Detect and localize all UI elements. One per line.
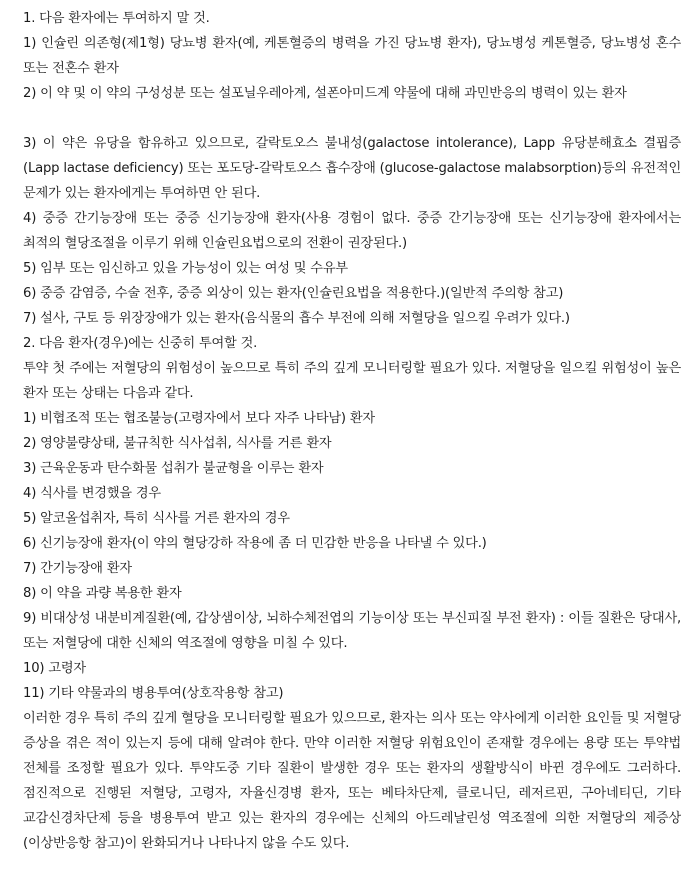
- section2-item-2: 2) 영양불량상태, 불규칙한 식사섭취, 식사를 거른 환자: [23, 436, 332, 451]
- section2-item-4: 4) 식사를 변경했을 경우: [23, 486, 161, 501]
- section2-item-3: 3) 근육운동과 탄수화물 섭취가 불균형을 이루는 환자: [23, 461, 324, 476]
- section1-heading: 1. 다음 환자에는 투여하지 말 것.: [23, 11, 210, 26]
- section2-item-5: 5) 알코올섭취자, 특히 식사를 거른 환자의 경우: [23, 511, 290, 526]
- section2-closing-paragraph: 이러한 경우 특히 주의 깊게 혈당을 모니터링할 필요가 있으므로, 환자는 의사 또는 약사에게 이러한 요인들 및 저혈당 증상을 겪은 적이 있는지 등에 대해 알려야 한다. 만약 이러한 저혈당 위험요인이 존재할 경우에는 용량 또는 투약법 전체를 조정할 필요가 있다. 투약도중 기타 질환이 발생한 경우 또는 환자의 생활방식이 바뀐 경우에도 그러하다. 점진적으로 진행된 저혈당, 고령자, 자율신경병 환자, 또는 베타차단제, 클로니딘, 레저르핀, 구아네티딘, 기타 교감신경차단제 등을 병용투여 받고 있는 환자의 경우에는 신체의 아드레날린성 역조절에 의한 저혈당의 제증상(이상반응항 참고)이 완화되거나 나타나지 않을 수도 있다.: [23, 711, 681, 851]
- section1-item-4: 4) 중증 간기능장애 또는 중증 신기능장애 환자(사용 경험이 없다. 중증 간기능장애 또는 신기능장애 환자에서는 최적의 혈당조절을 이루기 위해 인슐린요법으로의 전환이 권장된다.): [23, 211, 681, 251]
- section1-item-2: 2) 이 약 및 이 약의 구성성분 또는 설포닐우레아계, 설폰아미드계 약물에 대해 과민반응의 병력이 있는 환자: [23, 86, 627, 101]
- section2-intro: 투약 첫 주에는 저혈당의 위험성이 높으므로 특히 주의 깊게 모니터링할 필요가 있다. 저혈당을 일으킬 위험성이 높은 환자 또는 상태는 다음과 같다.: [23, 361, 681, 401]
- section2-item-6: 6) 신기능장애 환자(이 약의 혈당강하 작용에 좀 더 민감한 반응을 나타낼 수 있다.): [23, 536, 487, 551]
- section1-item-6: 6) 중증 감염증, 수술 전후, 중증 외상이 있는 환자(인슐린요법을 적용한다.)(일반적 주의항 참고): [23, 286, 564, 301]
- section2-heading: 2. 다음 환자(경우)에는 신중히 투여할 것.: [23, 336, 258, 351]
- section1-item-7: 7) 설사, 구토 등 위장장애가 있는 환자(음식물의 흡수 부전에 의해 저혈당을 일으킬 우려가 있다.): [23, 311, 570, 326]
- section2-item-1: 1) 비협조적 또는 협조불능(고령자에서 보다 자주 나타남) 환자: [23, 411, 375, 426]
- section2-item-7: 7) 간기능장애 환자: [23, 561, 132, 576]
- section2-item-10: 10) 고령자: [23, 661, 86, 676]
- section1-item-5: 5) 임부 또는 임신하고 있을 가능성이 있는 여성 및 수유부: [23, 261, 348, 276]
- section1-item-3: 3) 이 약은 유당을 함유하고 있으므로, 갈락토오스 불내성(galactose intolerance), Lapp 유당분해효소 결핍증(Lapp lactase deficiency) 또는 포도당-갈락토오스 흡수장애 (glucose-galactose malabsorption)등의 유전적인 문제가 있는 환자에게는 투여하면 안 된다.: [23, 136, 681, 201]
- section2-item-11: 11) 기타 약물과의 병용투여(상호작용항 참고): [23, 686, 284, 701]
- section2-item-9: 9) 비대상성 내분비계질환(예, 갑상샘이상, 뇌하수체전엽의 기능이상 또는 부신피질 부전 환자) : 이들 질환은 당대사, 또는 저혈당에 대한 신체의 역조절에 영향을 미칠 수 있다.: [23, 611, 681, 651]
- section1-item-1: 1) 인슐린 의존형(제1형) 당뇨병 환자(예, 케톤혈증의 병력을 가진 당뇨병 환자), 당뇨병성 케톤혈증, 당뇨병성 혼수 또는 전혼수 환자: [23, 36, 681, 76]
- section2-item-8: 8) 이 약을 과량 복용한 환자: [23, 586, 182, 601]
